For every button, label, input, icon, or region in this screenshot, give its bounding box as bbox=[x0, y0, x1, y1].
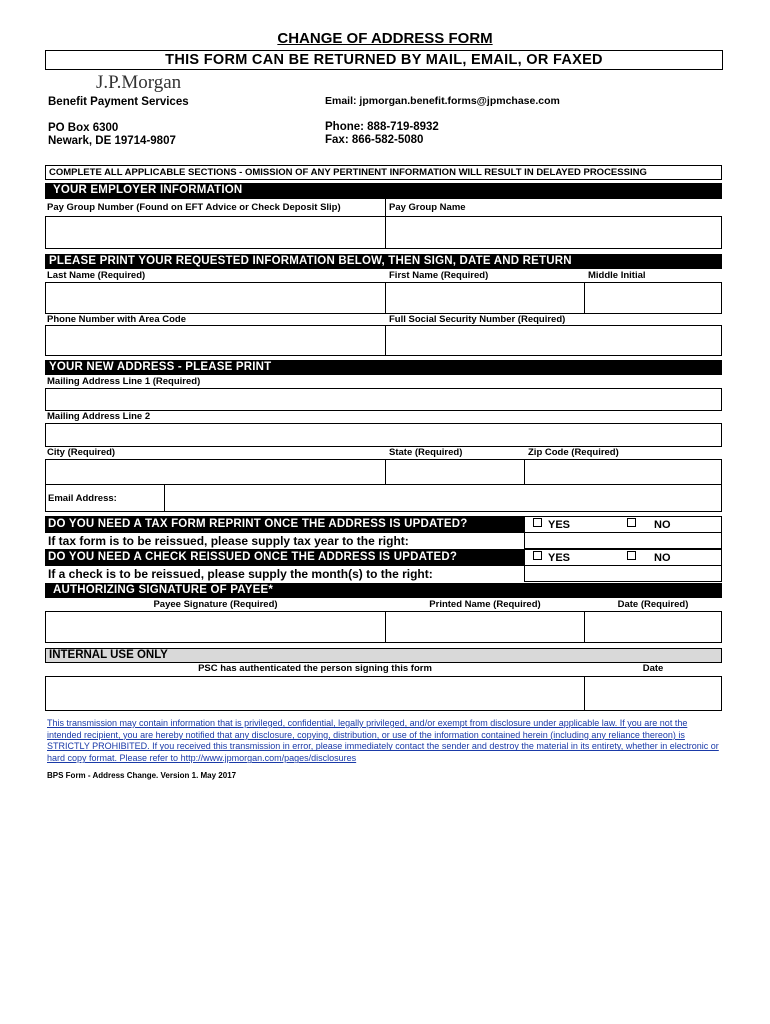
tax-no-option[interactable] bbox=[627, 517, 671, 533]
middle-initial-field[interactable] bbox=[584, 282, 722, 314]
employer-heading: YOUR EMPLOYER INFORMATION bbox=[45, 183, 722, 199]
contact-email: Email: jpmorgan.benefit.forms@jpmchase.com bbox=[325, 95, 560, 107]
checkbox-icon[interactable] bbox=[627, 551, 636, 560]
internal-date-field[interactable] bbox=[584, 676, 722, 711]
contact-fax: Fax: 866-582-5080 bbox=[325, 134, 424, 146]
pay-group-number-label: Pay Group Number (Found on EFT Advice or Check Deposit Slip) bbox=[47, 202, 341, 213]
email-label-cell bbox=[45, 484, 165, 512]
first-name-field[interactable] bbox=[385, 282, 585, 314]
last-name-label: Last Name (Required) bbox=[47, 270, 146, 281]
middle-initial-label: Middle Initial bbox=[588, 270, 646, 281]
zip-field[interactable] bbox=[524, 459, 722, 485]
address-line2-field[interactable] bbox=[45, 423, 722, 447]
check-followup: If a check is to be reissued, please supply the month(s) to the right: bbox=[48, 567, 433, 581]
tax-question: DO YOU NEED A TAX FORM REPRINT ONCE THE ADDRESS IS UPDATED? bbox=[45, 516, 524, 533]
state-label: State (Required) bbox=[389, 447, 463, 458]
signature-date-field[interactable] bbox=[584, 611, 722, 643]
pay-group-name-field[interactable] bbox=[385, 216, 722, 249]
internal-date-label: Date bbox=[642, 663, 664, 674]
printed-name-field[interactable] bbox=[385, 611, 585, 643]
email-field[interactable] bbox=[164, 484, 722, 512]
form-title: CHANGE OF ADDRESS FORM bbox=[277, 30, 493, 47]
check-yes-option[interactable] bbox=[533, 550, 570, 566]
address-line2-label: Mailing Address Line 2 bbox=[47, 411, 151, 422]
payee-signature-field[interactable] bbox=[45, 611, 386, 643]
address-line1-label: Mailing Address Line 1 (Required) bbox=[47, 376, 201, 387]
address-line1-field[interactable] bbox=[45, 388, 722, 411]
tax-no-label: NO bbox=[654, 519, 671, 531]
contact-phone: Phone: 888-719-8932 bbox=[325, 121, 439, 133]
jpmorgan-logo: J.P.Morgan bbox=[96, 72, 182, 93]
pay-group-name-label: Pay Group Name bbox=[389, 202, 466, 213]
check-options bbox=[524, 549, 722, 566]
first-name-label: First Name (Required) bbox=[389, 270, 489, 281]
checkbox-icon[interactable] bbox=[627, 518, 636, 527]
tax-followup: If tax form is to be reissued, please supply tax year to the right: bbox=[48, 534, 409, 548]
ssn-label: Full Social Security Number (Required) bbox=[389, 314, 566, 325]
processing-notice: COMPLETE ALL APPLICABLE SECTIONS - OMISSION OF ANY PERTINENT INFORMATION WILL RESULT IN DELAYED PROCESSING bbox=[45, 165, 722, 180]
tax-year-field[interactable] bbox=[524, 532, 722, 549]
printed-name-label: Printed Name (Required) bbox=[429, 599, 541, 610]
ssn-field[interactable] bbox=[385, 325, 722, 356]
checkbox-icon[interactable] bbox=[533, 518, 542, 527]
po-box: PO Box 6300 bbox=[48, 122, 119, 134]
checkbox-icon[interactable] bbox=[533, 551, 542, 560]
internal-heading: INTERNAL USE ONLY bbox=[45, 648, 722, 663]
check-yes-label: YES bbox=[548, 552, 571, 564]
tax-yes-option[interactable] bbox=[533, 517, 570, 533]
check-months-field[interactable] bbox=[524, 565, 722, 582]
tax-yes-label: YES bbox=[548, 519, 571, 531]
check-question: DO YOU NEED A CHECK REISSUED ONCE THE ADDRESS IS UPDATED? bbox=[45, 549, 524, 566]
state-field[interactable] bbox=[385, 459, 525, 485]
signature-heading: AUTHORIZING SIGNATURE OF PAYEE* bbox=[45, 583, 722, 598]
legal-disclaimer-link[interactable]: This transmission may contain information that is privileged, confidential, legally privileged, and/or exempt from disclosure under applicable law. If you are not the intended recipient, you are hereby notified that any disclosure, copying, distribution, or use of the information contained herein (including any reliance thereon) is STRICTLY PROHIBITED. If you received this transmission in error, please immediately contact the sender and destroy the material in its entirety, whether in electronic or hard copy format. Please refer to http://www.jpmorgan.com/pages/disclosures bbox=[47, 718, 719, 764]
signature-date-label: Date (Required) bbox=[617, 599, 689, 610]
form-version-footer: BPS Form - Address Change. Version 1. May 2017 bbox=[47, 771, 237, 780]
tax-options bbox=[524, 516, 722, 533]
email-label: Email Address: bbox=[48, 493, 117, 504]
pay-group-number-field[interactable] bbox=[45, 216, 386, 249]
dept-name: Benefit Payment Services bbox=[48, 96, 189, 108]
check-no-option[interactable] bbox=[627, 550, 671, 566]
requested-heading: PLEASE PRINT YOUR REQUESTED INFORMATION BELOW, THEN SIGN, DATE AND RETURN bbox=[45, 254, 722, 269]
payee-signature-label: Payee Signature (Required) bbox=[153, 599, 278, 610]
psc-field[interactable] bbox=[45, 676, 585, 711]
form-subtitle: THIS FORM CAN BE RETURNED BY MAIL, EMAIL, OR FAXED bbox=[45, 50, 723, 70]
psc-label: PSC has authenticated the person signing this form bbox=[198, 663, 432, 674]
phone-label: Phone Number with Area Code bbox=[47, 314, 186, 325]
city-line: Newark, DE 19714-9807 bbox=[48, 135, 176, 147]
phone-field[interactable] bbox=[45, 325, 386, 356]
address-heading: YOUR NEW ADDRESS - PLEASE PRINT bbox=[45, 360, 722, 375]
zip-label: Zip Code (Required) bbox=[528, 447, 619, 458]
city-label: City (Required) bbox=[47, 447, 116, 458]
check-no-label: NO bbox=[654, 552, 671, 564]
last-name-field[interactable] bbox=[45, 282, 386, 314]
city-field[interactable] bbox=[45, 459, 386, 485]
